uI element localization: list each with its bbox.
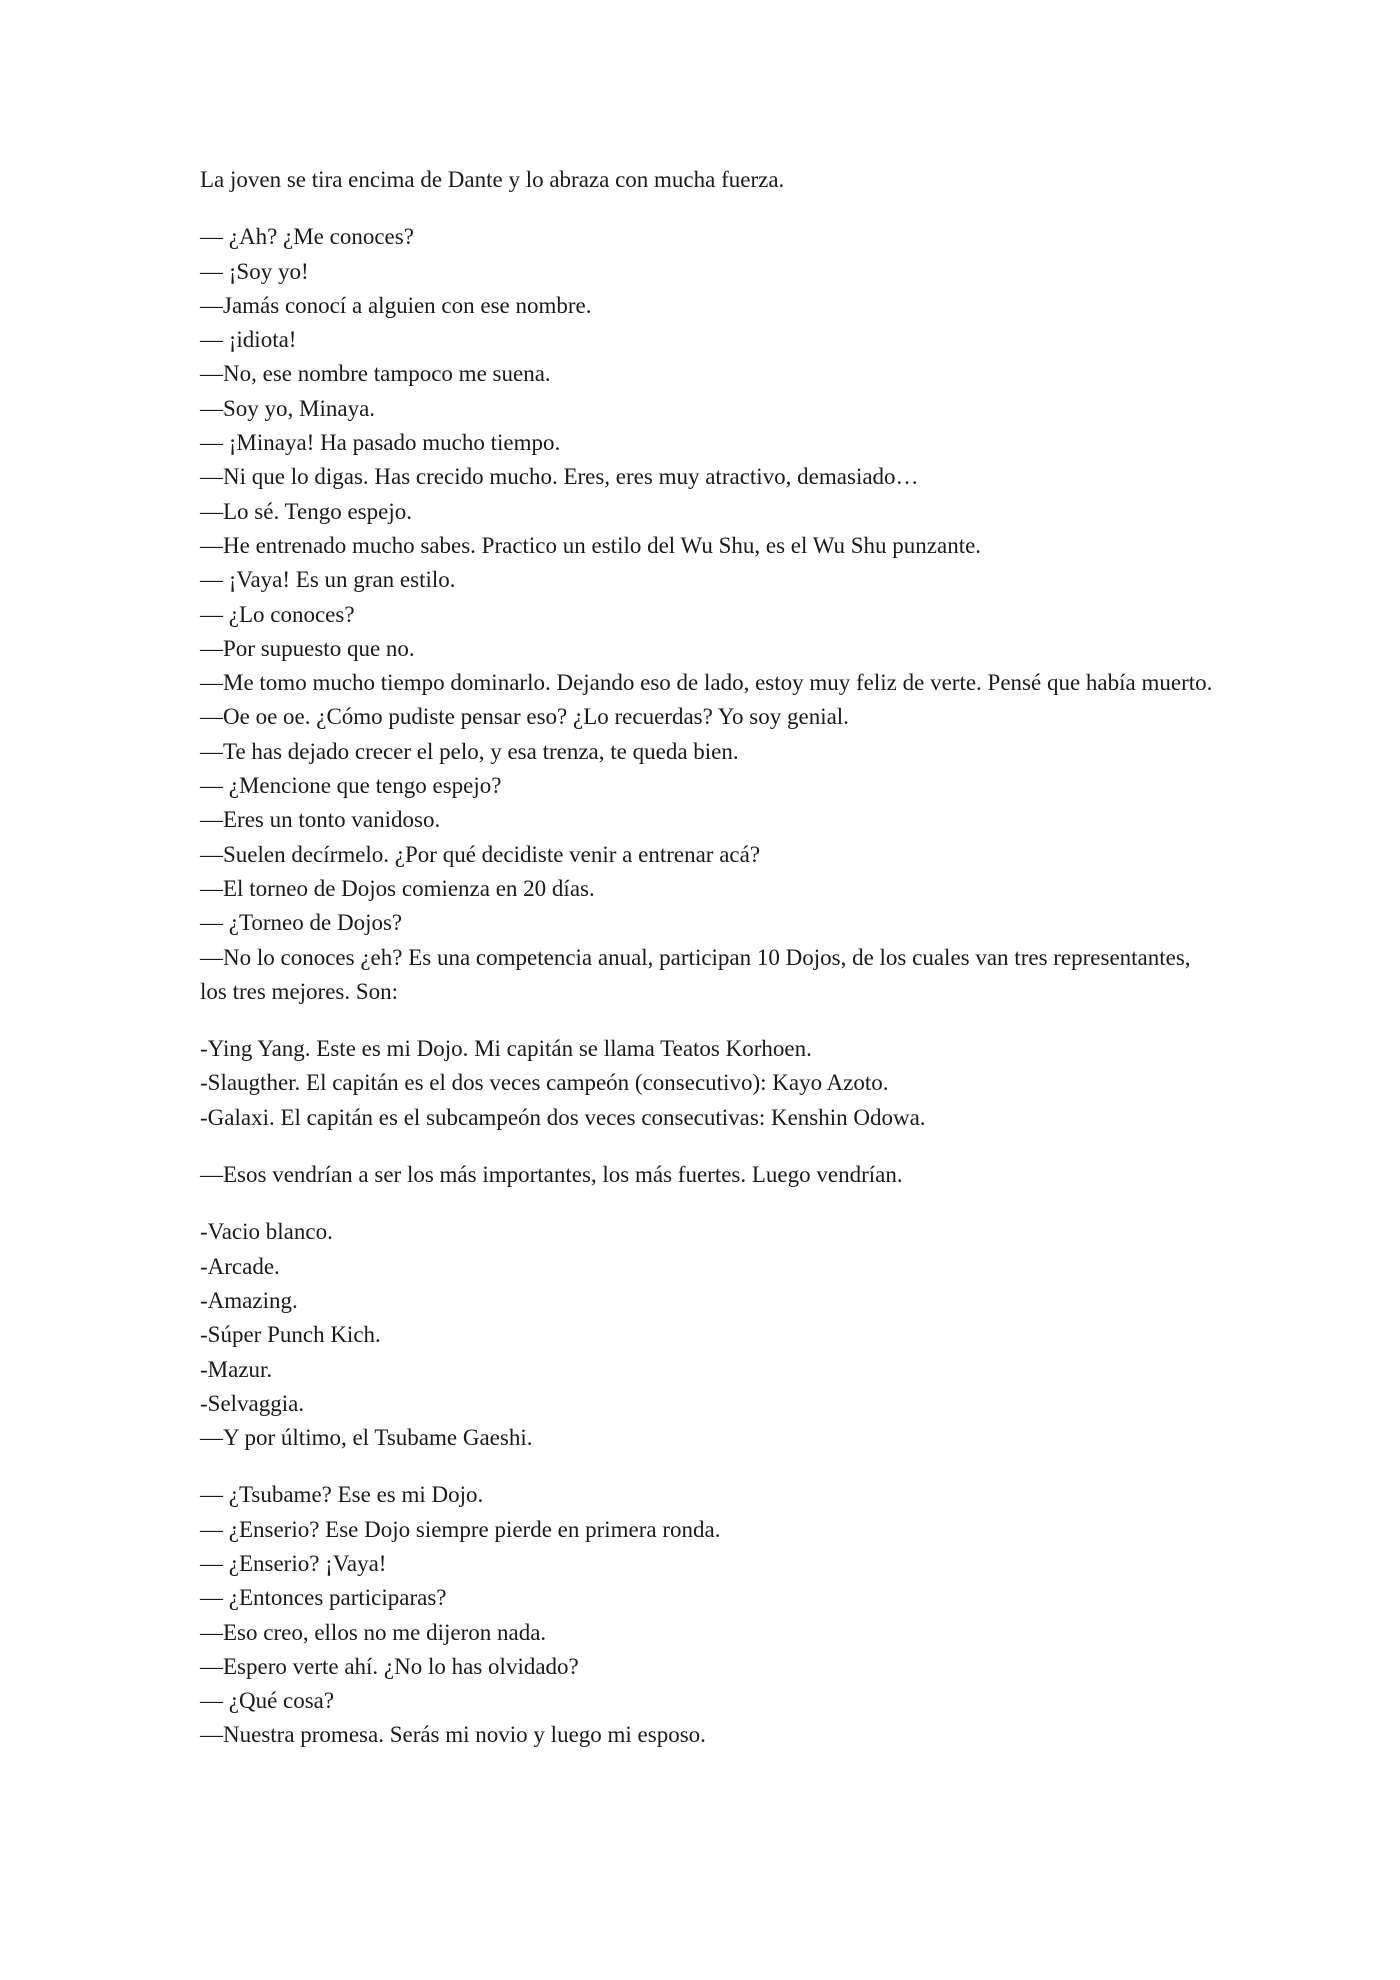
dialogue-line: — ¿Mencione que tengo espejo?: [200, 773, 502, 799]
dialogue-line: — ¿Ah? ¿Me conoces?: [200, 224, 414, 250]
text-line: La joven se tira encima de Dante y lo abraza con mucha fuerza.: [200, 167, 785, 192]
list-item: -Vacio blanco.: [200, 1219, 333, 1245]
dialogue-line: —Lo sé. Tengo espejo.: [200, 498, 412, 524]
dojo-list-rest: [200, 1215, 1220, 1455]
dialogue-line: —Y por último, el Tsubame Gaeshi.: [200, 1425, 533, 1451]
dialogue-line: —Soy yo, Minaya.: [200, 395, 376, 421]
dialogue-line: —Me tomo mucho tiempo dominarlo. Dejando eso de lado, estoy muy feliz de verte. Pensé que había muerto.: [200, 670, 1213, 696]
dialogue-line: —Eso creo, ellos no me dijeron nada.: [200, 1619, 547, 1645]
dialogue-line: — ¡idiota!: [200, 327, 297, 353]
dialogue-line: — ¿Tsubame? Ese es mi Dojo.: [200, 1482, 484, 1508]
dojo-list-top: [200, 1032, 1220, 1135]
list-item: -Arcade.: [200, 1253, 280, 1279]
dialogue-line: —Nuestra promesa. Serás mi novio y luego mi esposo.: [200, 1722, 706, 1748]
dialogue-line: —Te has dejado crecer el pelo, y esa trenza, te queda bien.: [200, 738, 739, 764]
dialogue-line: — ¿Torneo de Dojos?: [200, 910, 403, 936]
dialogue-line: — ¿Lo conoces?: [200, 601, 355, 627]
dialogue-block-1: [200, 220, 1220, 1009]
list-item: -Ying Yang. Este es mi Dojo. Mi capitán se llama Teatos Korhoen.: [200, 1036, 812, 1062]
dialogue-line: — ¡Minaya! Ha pasado mucho tiempo.: [200, 430, 561, 456]
dialogue-line: — ¿Enserio? Ese Dojo siempre pierde en primera ronda.: [200, 1516, 721, 1542]
dialogue-line: —Espero verte ahí. ¿No lo has olvidado?: [200, 1653, 579, 1679]
dialogue-line: — ¡Vaya! Es un gran estilo.: [200, 567, 456, 593]
dialogue-line: —El torneo de Dojos comienza en 20 días.: [200, 875, 595, 901]
dialogue-line: —Suelen decírmelo. ¿Por qué decidiste venir a entrenar acá?: [200, 841, 761, 867]
paragraph-intro: [200, 163, 1220, 197]
list-item: -Slaugther. El capitán es el dos veces campeón (consecutivo): Kayo Azoto.: [200, 1070, 889, 1096]
list-item: -Selvaggia.: [200, 1390, 305, 1416]
dialogue-line: — ¡Soy yo!: [200, 258, 309, 284]
list-item: -Galaxi. El capitán es el subcampeón dos veces consecutivas: Kenshin Odowa.: [200, 1104, 926, 1130]
dialogue-line: —Ni que lo digas. Has crecido mucho. Eres, eres muy atractivo, demasiado…: [200, 464, 919, 490]
dialogue-line: —No, ese nombre tampoco me suena.: [200, 361, 551, 387]
dialogue-line: —Oe oe oe. ¿Cómo pudiste pensar eso? ¿Lo recuerdas? Yo soy genial.: [200, 704, 849, 730]
dialogue-line: — ¿Enserio? ¡Vaya!: [200, 1550, 387, 1576]
dialogue-block-3: [200, 1478, 1220, 1752]
list-item: -Súper Punch Kich.: [200, 1322, 381, 1348]
dialogue-line: —Esos vendrían a ser los más importantes, los más fuertes. Luego vendrían.: [200, 1162, 903, 1188]
dialogue-line: —He entrenado mucho sabes. Practico un estilo del Wu Shu, es el Wu Shu punzante.: [200, 532, 982, 558]
dialogue-line: —No lo conoces ¿eh? Es una competencia anual, participan 10 Dojos, de los cuales van tres representantes, los tres mejores. Son:: [200, 944, 1191, 1004]
dialogue-line: —Jamás conocí a alguien con ese nombre.: [200, 292, 592, 318]
dialogue-line: — ¿Qué cosa?: [200, 1688, 335, 1714]
document-page: [200, 163, 1220, 1776]
dialogue-line: — ¿Entonces participaras?: [200, 1585, 447, 1611]
dialogue-block-2: [200, 1158, 1220, 1192]
list-item: -Amazing.: [200, 1287, 298, 1313]
list-item: -Mazur.: [200, 1356, 273, 1382]
dialogue-line: —Por supuesto que no.: [200, 635, 415, 661]
dialogue-line: —Eres un tonto vanidoso.: [200, 807, 441, 833]
